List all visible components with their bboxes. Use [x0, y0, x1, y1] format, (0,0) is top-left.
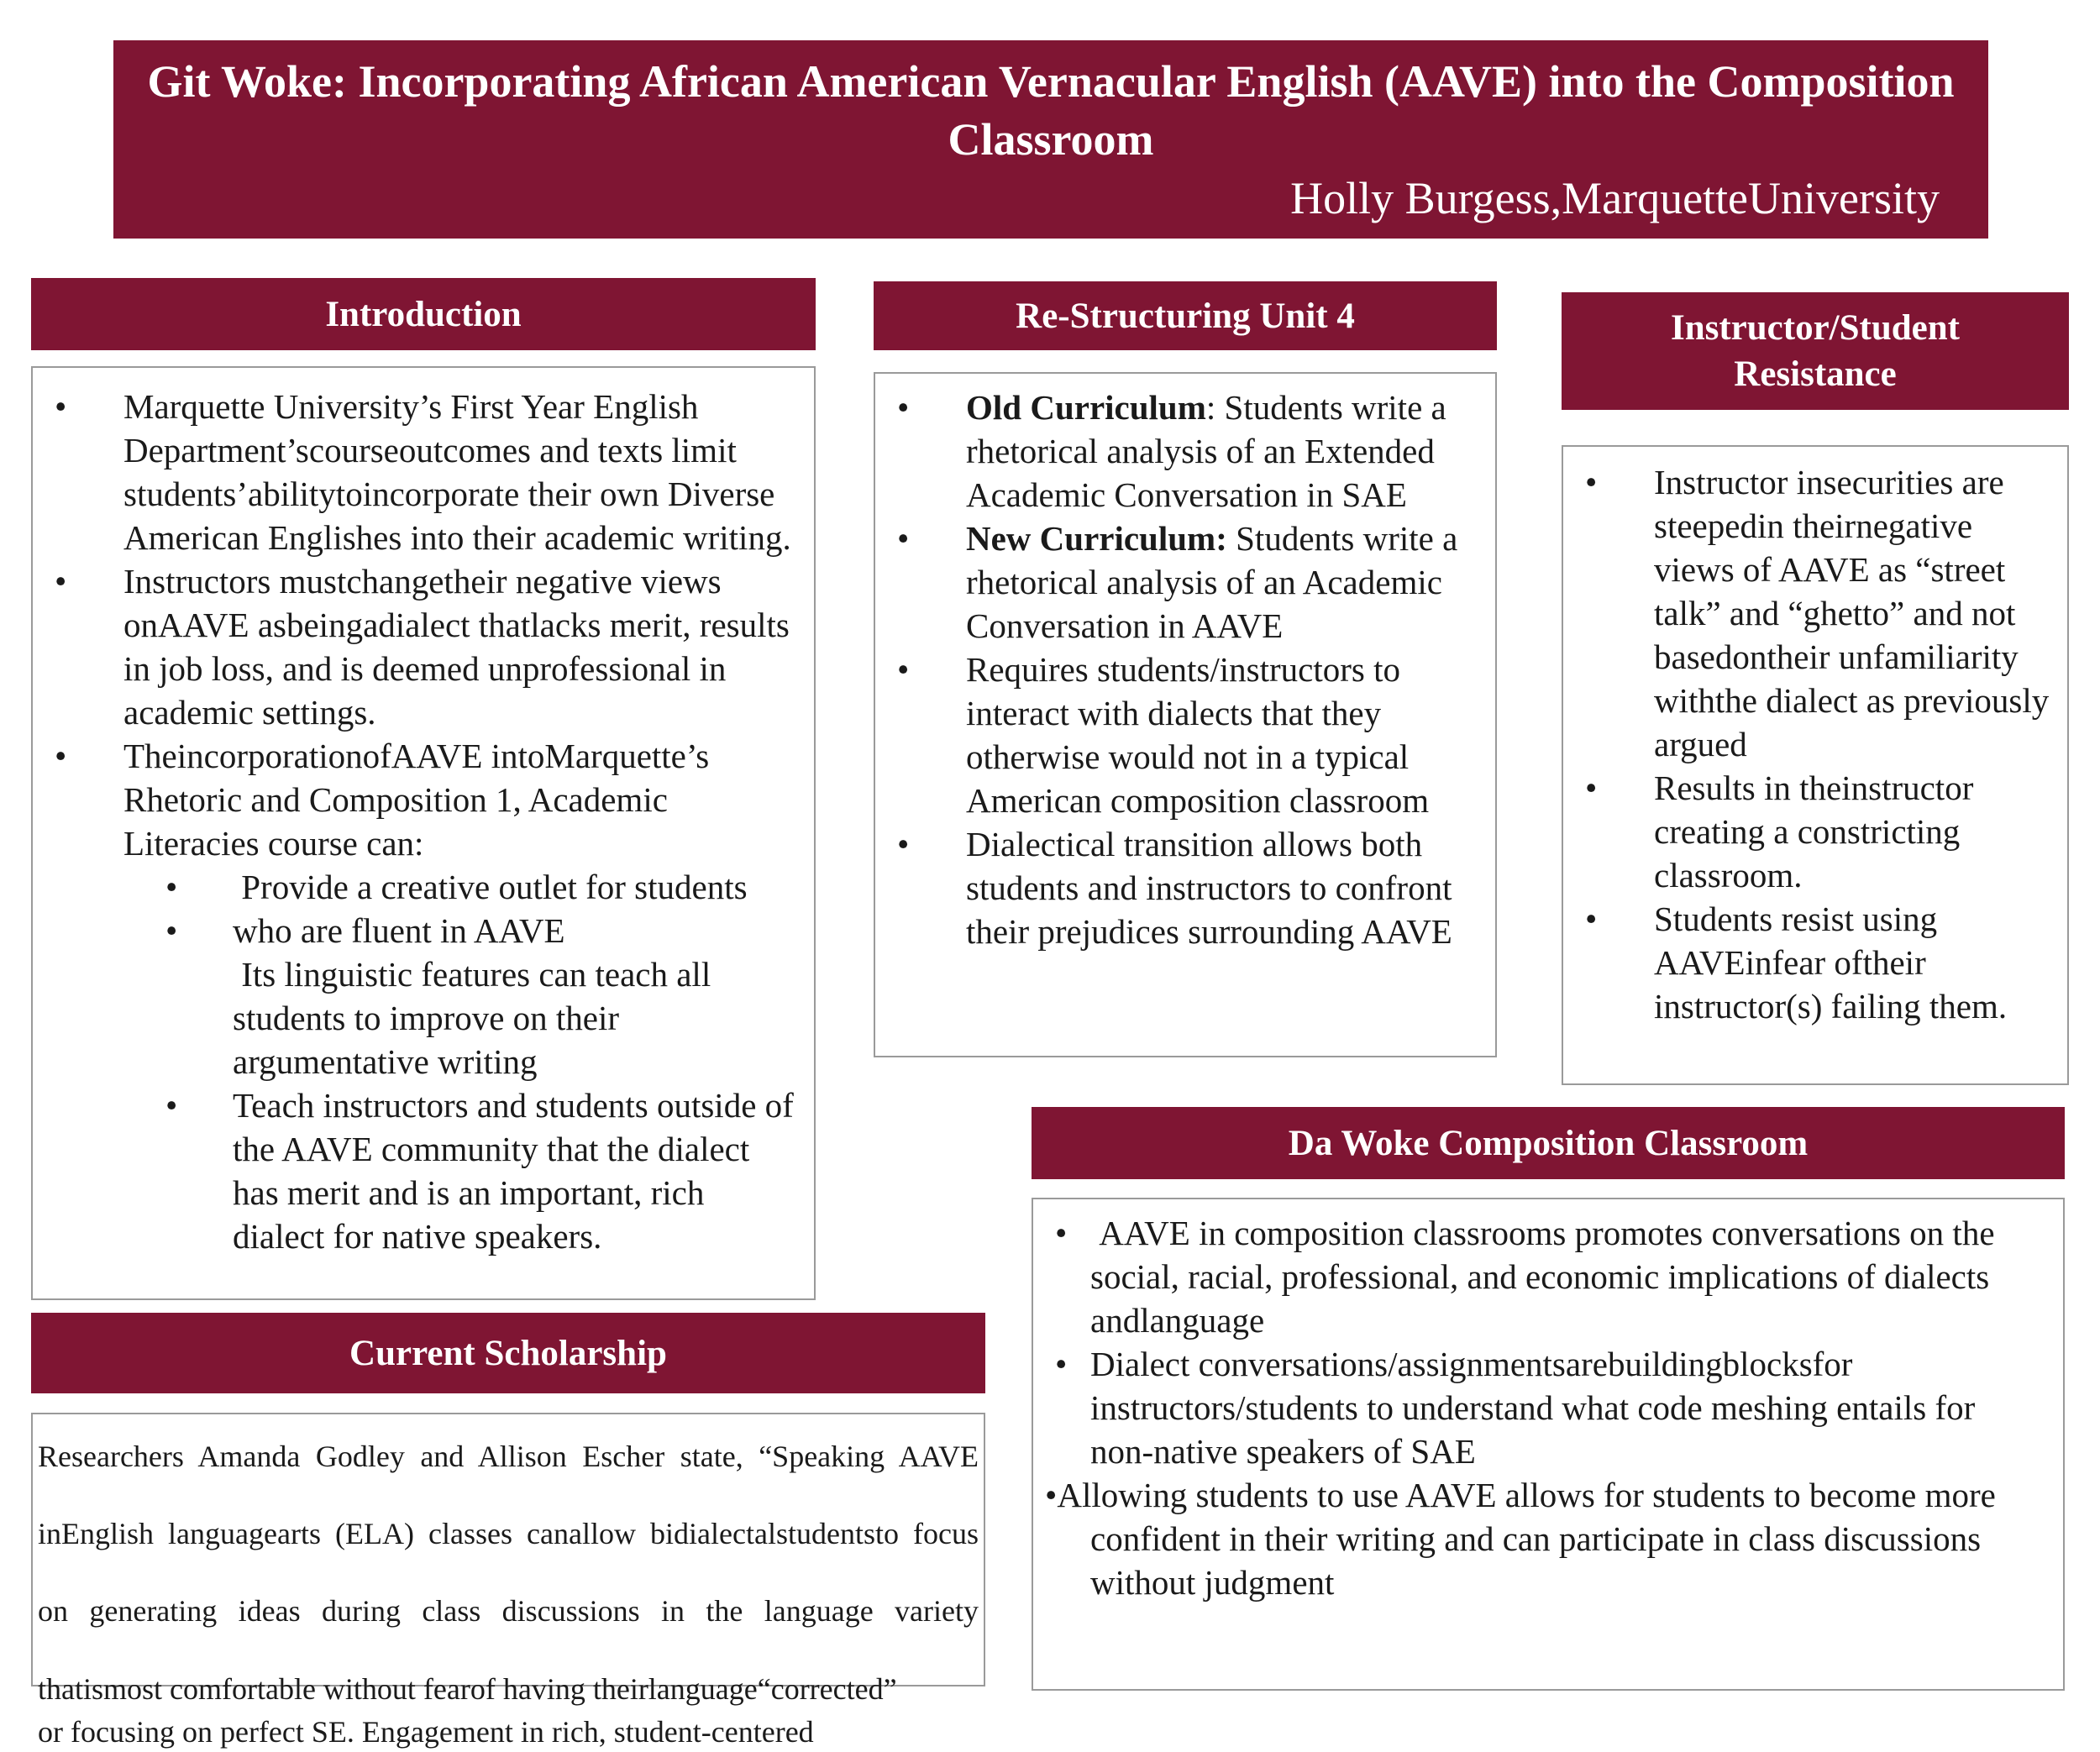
woke-bullet-1: • AAVE in composition classrooms promotes conversations on the social, racial, professional, and economic implications of dialects andlanguage: [1033, 1211, 2043, 1342]
old-curriculum-label: Old Curriculum: [966, 388, 1206, 427]
introduction-panel: [31, 366, 816, 1300]
scholarship-line-2: inEnglish languagearts (ELA) classes canallow bidialectalstudentsto focus: [38, 1517, 979, 1550]
title-banner: [113, 40, 1988, 239]
restructuring-bullet-4: [875, 822, 1483, 953]
woke-heading: [1032, 1107, 2065, 1179]
poster-title: Git Woke: Incorporating African American Vernacular English (AAVE) into the Composition Classroom: [147, 56, 1955, 165]
introduction-heading-text: Introduction: [325, 294, 522, 334]
restructuring-heading-text: Re-Structuring Unit 4: [1016, 296, 1355, 336]
scholarship-panel: [31, 1413, 985, 1749]
restructuring-panel: [874, 372, 1497, 1057]
restructuring-bullet-3: [875, 648, 1483, 822]
restructuring-heading: [874, 281, 1497, 350]
resistance-bullet-2: • Results in theinstructor creating a constricting classroom.: [1563, 766, 2052, 897]
intro-sub-bullet-3: Its linguistic features can teach all students to improve on their argumentative writing: [233, 955, 720, 1081]
scholarship-line-5: or focusing on perfect SE. Engagement in rich, student-centered: [38, 1715, 814, 1749]
restructuring-bullet-3-text: Requires students/instructors to interact with dialects that they otherwise would not in a typical American composition classroom: [966, 650, 1430, 820]
woke-free-item: •Allowing students to use AAVE allows for students to become more confident in their writing and can participate in class discussions without judgment: [1045, 1476, 1996, 1602]
old-curriculum-text: : Students write a rhetorical analysis of an Extended Academic Conversation in SAE: [966, 388, 1446, 514]
scholarship-line-4: thatismost comfortable without fearof having theirlanguage“corrected”: [38, 1672, 897, 1706]
introduction-heading: [31, 278, 816, 350]
scholarship-line-1: Researchers Amanda Godley and Allison Escher state, “Speaking AAVE: [38, 1440, 979, 1473]
intro-bullet-1: • Marquette University’s First Year English Department’scourseoutcomes and texts limit students’abilitytoincorporate their own Diverse American Englishes into their academic writing.: [33, 385, 795, 559]
new-curriculum-label: New Curriculum:: [966, 519, 1227, 558]
poster-author: Holly Burgess,MarquetteUniversity: [1290, 173, 1940, 223]
new-curriculum-text: Students write a rhetorical analysis of an Academic Conversation in AAVE: [966, 519, 1458, 645]
scholarship-heading-text: Current Scholarship: [349, 1333, 667, 1373]
resistance-heading-text: Instructor/Student Resistance: [1670, 308, 1961, 394]
intro-bullet-3-text: TheincorporationofAAVE intoMarquette’s Rhetoric and Composition 1, Academic Literacies course can:: [123, 737, 710, 863]
scholarship-heading: [31, 1313, 985, 1393]
scholarship-line-3: on generating ideas during class discussions in the language variety: [38, 1594, 979, 1628]
woke-panel: [1032, 1198, 2065, 1691]
woke-heading-text: Da Woke Composition Classroom: [1288, 1123, 1809, 1163]
intro-sub-bullet-1: • Provide a creative outlet for students: [233, 865, 795, 909]
restructuring-bullet-1: [875, 386, 1483, 517]
intro-bullet-3: [33, 734, 795, 1258]
woke-bullet-2: • Dialect conversations/assignmentsarebuildingblocksfor instructors/students to understand what code meshing entails for non-native speakers of SAE: [1033, 1342, 2043, 1473]
restructuring-bullet-4-text: Dialectical transition allows both students and instructors to confront their prejudices surrounding AAVE: [966, 825, 1452, 951]
resistance-bullet-3: • Students resist using AAVEinfear oftheir instructor(s) failing them.: [1563, 897, 2052, 1028]
scholarship-text: [33, 1414, 984, 1752]
restructuring-bullet-2: [875, 517, 1483, 648]
intro-sub-bullet-2: • who are fluent in AAVE: [233, 909, 795, 952]
intro-sub-bullet-4: • Teach instructors and students outside of the AAVE community that the dialect has merit and is an important, rich dialect for native speakers.: [233, 1083, 795, 1258]
resistance-bullet-1: • Instructor insecurities are steepedin theirnegative views of AAVE as “street talk” and “ghetto” and not basedontheir unfamiliarity withthe dialect as previously argued: [1563, 460, 2052, 766]
resistance-panel: [1562, 445, 2069, 1085]
intro-bullet-2: • Instructors mustchangetheir negative views onAAVE asbeingadialect thatlacks merit, results in job loss, and is deemed unprofessional in academic settings.: [33, 559, 795, 734]
resistance-heading: [1562, 292, 2069, 410]
